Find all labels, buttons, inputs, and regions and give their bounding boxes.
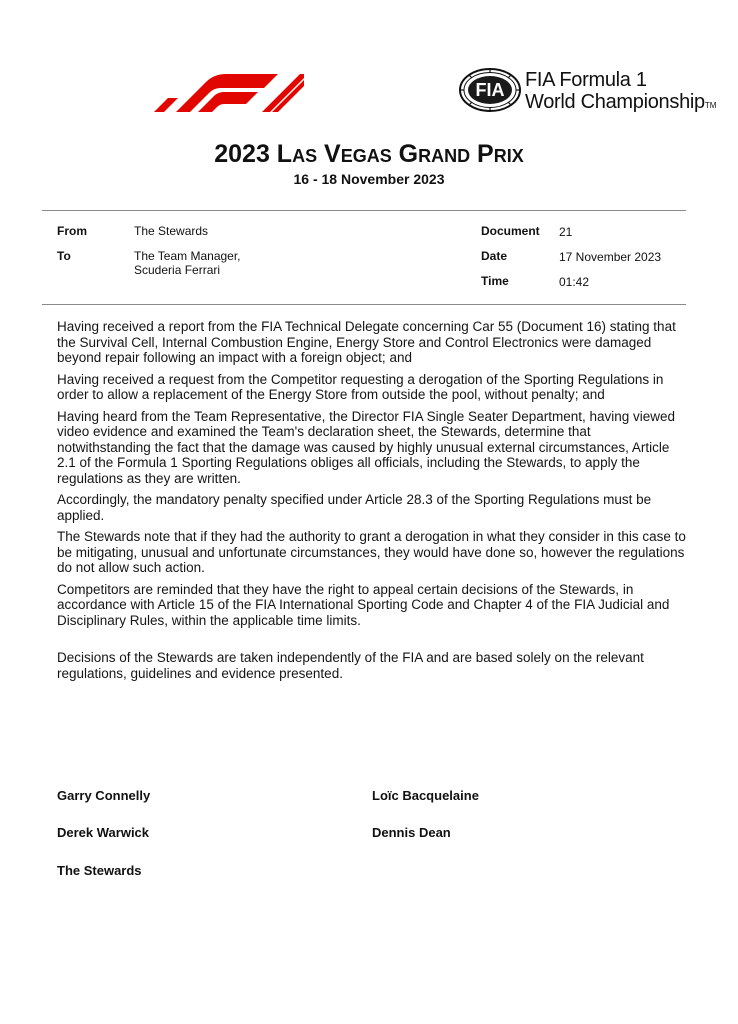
time-label: Time: [481, 274, 509, 288]
header-logo: [154, 68, 717, 114]
event-title: 2023 Las Vegas Grand Prix: [214, 140, 524, 168]
top-divider: [42, 210, 686, 211]
stewards-group-label: The Stewards: [57, 863, 142, 878]
steward-signature-2: Loïc Bacquelaine: [372, 788, 479, 803]
time-value: 01:42: [559, 275, 590, 289]
meta-divider: [42, 304, 686, 305]
trademark-mark: TM: [704, 101, 717, 110]
championship-wordmark: [525, 69, 738, 117]
body-paragraph: The Stewards note that if they had the authority to grant a derogation in what they consider in this case to be mitigating, unusual and unfortunate circumstances, they would have done so, however the regulations do not allow such action.: [57, 529, 686, 575]
steward-signature-4: Dennis Dean: [372, 825, 451, 840]
decision-body: [57, 319, 687, 687]
document-label: Document: [481, 224, 540, 238]
date-label: Date: [481, 249, 508, 263]
fia-seal-icon: [459, 68, 521, 112]
championship-line-2: [525, 91, 738, 117]
to-value-line-1: The Team Manager,: [134, 249, 241, 263]
document-value: 21: [559, 225, 573, 239]
from-value: The Stewards: [134, 224, 209, 238]
championship-line-2-text: World Championship: [525, 91, 705, 113]
body-paragraph: Having heard from the Team Representative, the Director FIA Single Seater Department, having viewed video evidence and examined the Team's declaration sheet, the Stewards, determine that notwithstanding the fact that the damage was caused by highly unusual external circumstances, Article 2.1 of the Formula 1 Sporting Regulations obliges all officials, including the Stewards, to apply the regulations as they are written.: [57, 408, 676, 486]
from-label: From: [57, 224, 87, 238]
body-paragraph: Having received a report from the FIA Technical Delegate concerning Car 55 (Document 16) stating that the Survival Cell, Internal Combustion Engine, Energy Store and Control Electronics were damaged beyond repair following an impact with a foreign object; and: [57, 319, 676, 365]
date-value: 17 November 2023: [559, 250, 662, 264]
body-paragraph: Having received a request from the Competitor requesting a derogation of the Sporting Regulations in order to allow a replacement of the Energy Store from outside the pool, without penalty; and: [57, 371, 664, 402]
f1-logo-icon: [154, 72, 304, 112]
independence-disclaimer: Decisions of the Stewards are taken independently of the FIA and are based solely on the relevant regulations, guidelines and evidence presented.: [57, 650, 644, 681]
championship-line-1: FIA Formula 1: [525, 69, 647, 91]
body-paragraph: Accordingly, the mandatory penalty specified under Article 28.3 of the Sporting Regulations must be applied.: [57, 492, 652, 523]
steward-signature-3: Derek Warwick: [57, 825, 150, 840]
body-paragraph: Competitors are reminded that they have the right to appeal certain decisions of the Stewards, in accordance with Article 15 of the FIA International Sporting Code and Chapter 4 of the FIA Judicial and Disciplinary Rules, within the applicable time limits.: [57, 581, 670, 628]
event-dates: 16 - 18 November 2023: [293, 171, 445, 187]
to-label: To: [57, 249, 71, 263]
steward-signature-1: Garry Connelly: [57, 788, 151, 803]
fia-seal-lettering: FIA: [475, 80, 505, 100]
to-value-line-2: Scuderia Ferrari: [134, 263, 221, 277]
